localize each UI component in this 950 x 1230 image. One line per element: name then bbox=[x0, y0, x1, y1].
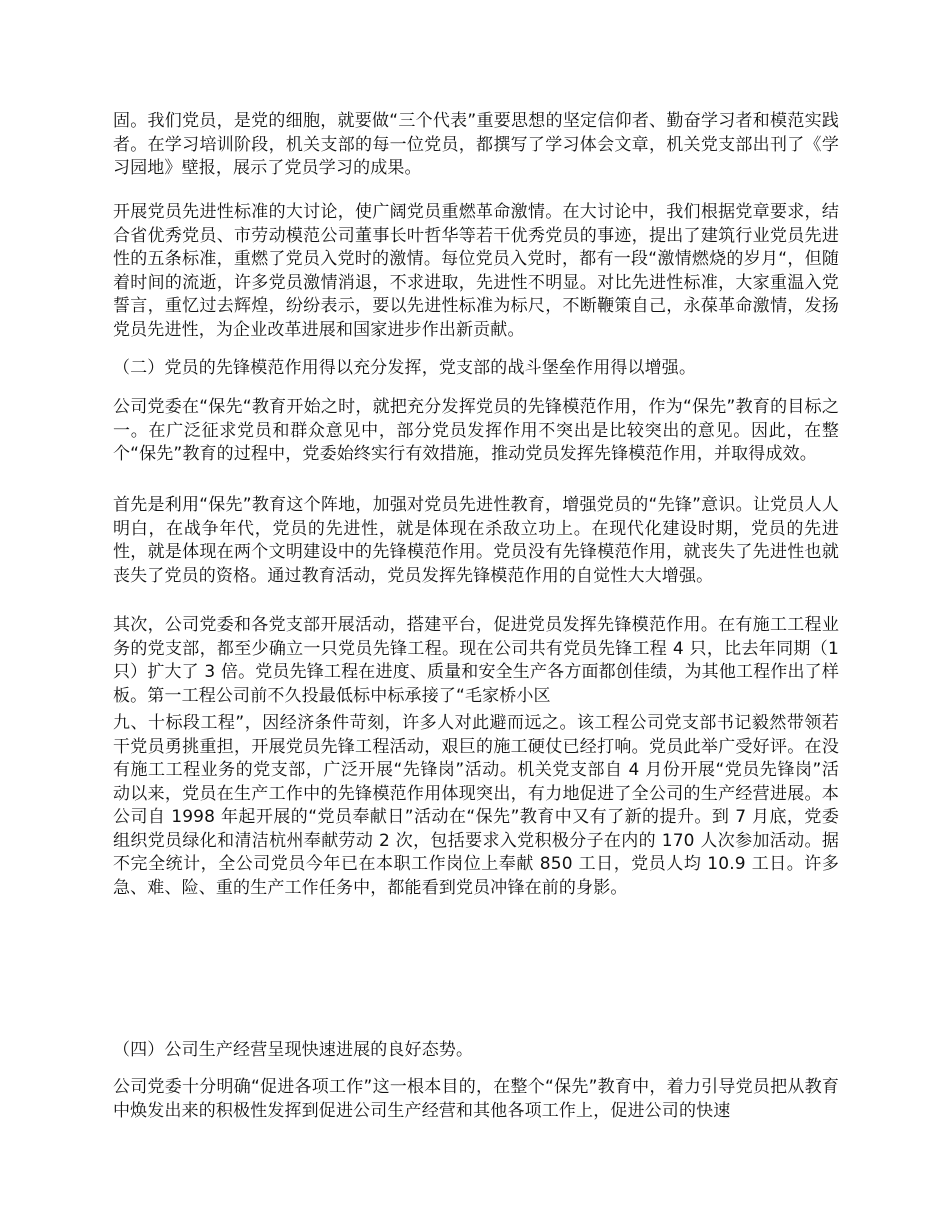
paragraph-production-progress: 公司党委十分明确“促进各项工作”这一根本目的，在整个“保先”教育中，着力引导党员把从教育中焕发出来的积极性发挥到促进公司生产经营和其他各项工作上，促进公司的快速 bbox=[113, 1077, 839, 1121]
paragraph-pioneer-role-goal: 公司党委在“保先“教育开始之时，就把充分发挥党员的先锋模范作用，作为“保先”教育的目标之一。在广泛征求党员和群众意见中，部分党员发挥作用不突出是比较突出的意见。因此，在整个“保先”教育的过程中，党委始终实行有效措施，推动党员发挥先锋模范作用，并取得成效。 bbox=[113, 397, 839, 464]
paragraph-party-member-study: 固。我们党员，是党的细胞，就要做“三个代表”重要思想的坚定信仰者、勤奋学习者和模范实践者。在学习培训阶段，机关支部的每一位党员，都撰写了学习体会文章，机关党支部出刊了《学习园地》壁报，展示了党员学习的成果。 bbox=[113, 111, 839, 178]
section-heading-four: （四）公司生产经营呈现快速进展的良好态势。 bbox=[113, 1040, 474, 1060]
paragraph-advanced-standard-discussion: 开展党员先进性标准的大讨论，使广阔党员重燃革命激情。在大讨论中，我们根据党章要求，结合省优秀党员、市劳动模范公司董事长叶哲华等若干优秀党员的事迹，提出了建筑行业党员先进性的五条标准，重燃了党员入党时的激情。每位党员入党时，都有一段“激情燃烧的岁月“，但随着时间的流逝，许多党员激情消退，不求进取，先进性不明显。对比先进性标准，大家重温入党誓言，重忆过去辉煌，纷纷表示，要以先进性标准为标尺，不断鞭策自己，永葆革命激情，发扬党员先进性，为企业改革进展和国家进步作出新贡献。 bbox=[113, 202, 839, 340]
paragraph-tender-project: 九、十标段工程”，因经济条件苛刻，许多人对此避而远之。该工程公司党支部书记毅然带领若干党员勇挑重担，开展党员先锋工程活动，艰巨的施工硬仗已经打响。党员此举广受好评。在没有施工工程业务的党支部，广泛开展“先锋岗”活动。机关党支部自 4 月份开展“党员先锋岗”活动以来，党员在生产工作中的先锋模范作用体现突出，有力地促进了全公司的生产经营进展。本公司自 1998 年起开展的“党员奉献日”活动在“保先”教育中又有了新的提升。到 7 月底，党委组织党员绿化和清洁杭州奉献劳动 2 次，包括要求入党积极分子在内的 170 人次参加活动。据不完全统计，全公司党员今年已在本职工作岗位上奉献 850 工日，党员人均 10.9 工日。许多急、难、险、重的生产工作任务中，都能看到党员冲锋在前的身影。 bbox=[113, 713, 839, 898]
paragraph-second-platform: 其次，公司党委和各党支部开展活动，搭建平台，促进党员发挥先锋模范作用。在有施工工程业务的党支部，都至少确立一只党员先锋工程。现在公司共有党员先锋工程 4 只，比去年同期（1 只）扩大了 3 倍。党员先锋工程在进度、质量和安全生产各方面都创佳绩，为其他工程作出了样板。第一工程公司前不久投最低标中标承接了“毛家桥小区 bbox=[113, 615, 839, 706]
section-heading-two: （二）党员的先锋模范作用得以充分发挥，党支部的战斗堡垒作用得以增强。 bbox=[113, 358, 697, 378]
paragraph-first-education: 首先是利用“保先”教育这个阵地，加强对党员先进性教育，增强党员的“先锋”意识。让党员人人明白，在战争年代，党员的先进性，就是体现在杀敌立功上。在现代化建设时期，党员的先进性，就是体现在两个文明建设中的先锋模范作用。党员没有先锋模范作用，就丧失了先进性也就丧失了党员的资格。通过教育活动，党员发挥先锋模范作用的自觉性大大增强。 bbox=[113, 495, 839, 586]
